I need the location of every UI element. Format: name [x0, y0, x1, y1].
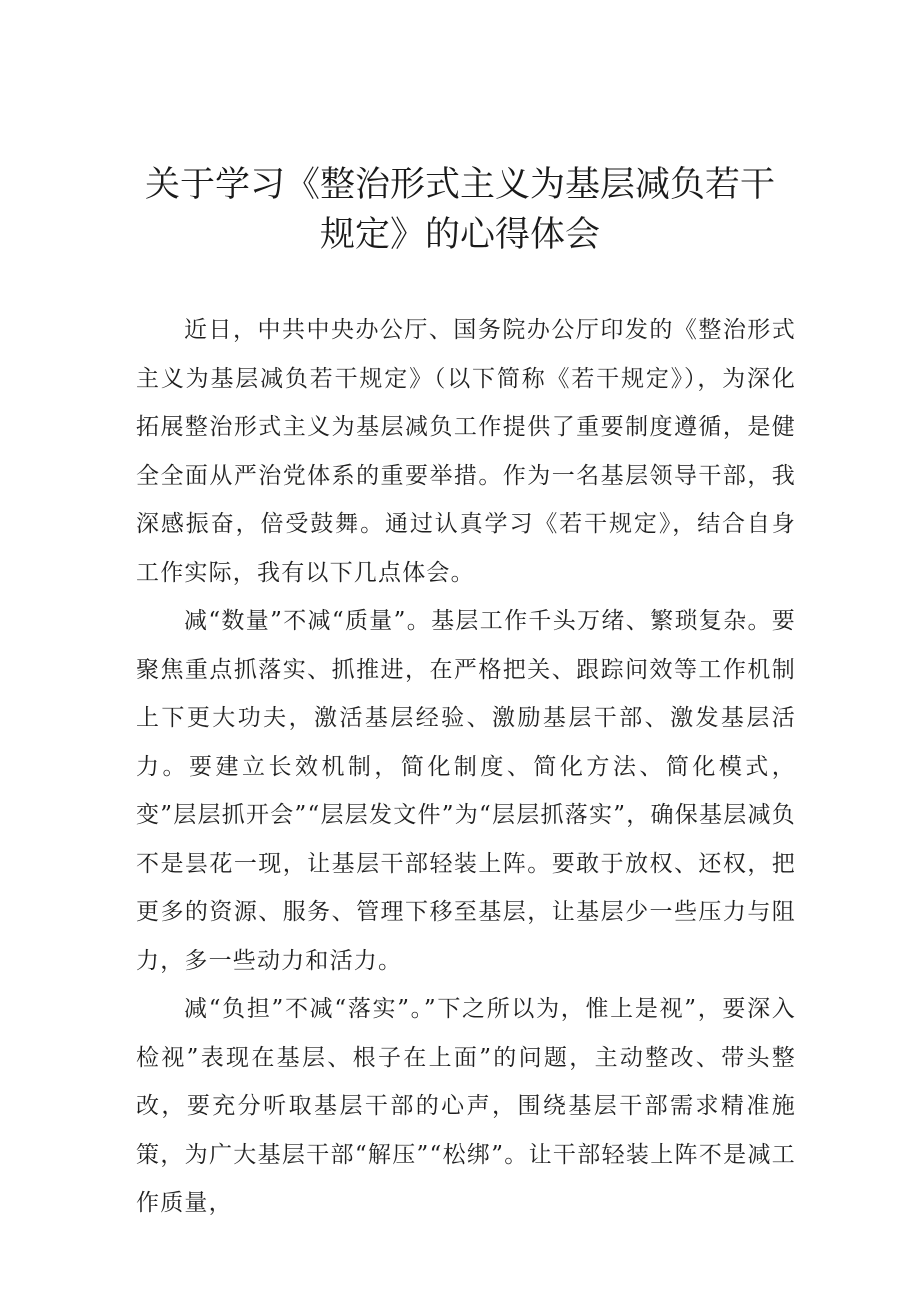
title-line-2: 规定》的心得体会	[319, 215, 600, 255]
paragraph-quantity-quality: 减“数量”不减“质量”。基层工作千头万绪、繁琐复杂。要聚焦重点抓落实、抓推进，在严格把关、跟踪问效等工作机制上下更大功夫，激活基层经验、激励基层干部、激发基层活力。要建立长效机制，简化制度、简化方法、简化模式，变”层层抓开会”“层层发文件”为“层层抓落实”，确保基层减负不是昙花一现，让基层干部轻装上阵。要敢于放权、还权，把更多的资源、服务、管理下移至基层，让基层少一些压力与阻力，多一些动力和活力。	[136, 608, 796, 974]
document-body	[136, 306, 796, 1228]
paragraph-intro: 近日，中共中央办公厅、国务院办公厅印发的《整治形式主义为基层减负若干规定》（以下简称《若干规定》），为深化拓展整治形式主义为基层减负工作提供了重要制度遵循，是健全全面从严治党体系的重要举措。作为一名基层领导干部，我深感振奋，倍受鼓舞。通过认真学习《若干规定》，结合自身工作实际，我有以下几点体会。	[136, 317, 796, 586]
paragraph-burden-implementation: 减“负担”不减“落实”。”下之所以为，惟上是视”，要深入检视”表现在基层、根子在上面”的问题，主动整改、带头整改，要充分听取基层干部的心声，围绕基层干部需求精准施策，为广大基层干部“解压”“松绑”。让干部轻装上阵不是减工作质量，	[136, 996, 796, 1216]
document-title	[120, 160, 800, 260]
title-line-1: 关于学习《整治形式主义为基层减负若干	[144, 165, 775, 205]
